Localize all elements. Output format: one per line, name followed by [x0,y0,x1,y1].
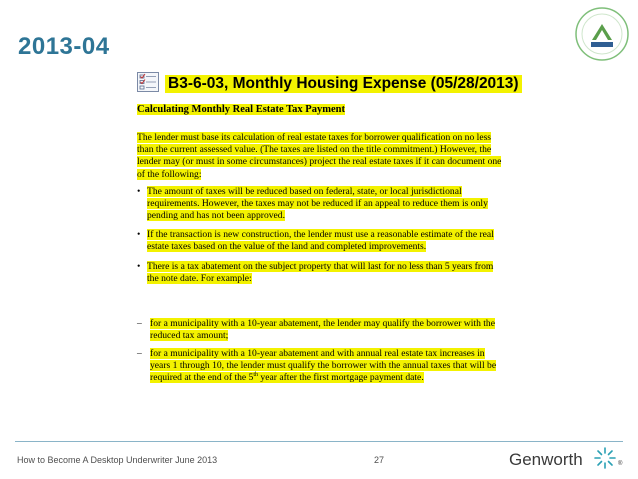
page-number: 27 [374,455,385,465]
intro-paragraph: The lender must base its calculation of real estate taxes for borrower qualification on no less than the current assessed value. (The taxes are listed on the title commitment.) However, the lender may (or must in some circumstances) project the real estate taxes if it can document one of the following: [137,132,502,180]
slide-title: 2013-04 [18,33,110,60]
genworth-logo-text: Genworth [509,450,583,469]
checklist-icon [137,72,159,92]
section-heading: B3-6-03, Monthly Housing Expense (05/28/2013) [165,75,522,93]
document-subheading: Calculating Monthly Real Estate Tax Payment [137,104,345,115]
genworth-logo-icon [593,446,617,470]
preferred-partner-badge-icon [574,6,630,62]
footer-caption: How to Become A Desktop Underwriter June 2013 [17,455,218,465]
footer-divider [15,441,623,442]
registered-mark: ® [618,461,623,467]
